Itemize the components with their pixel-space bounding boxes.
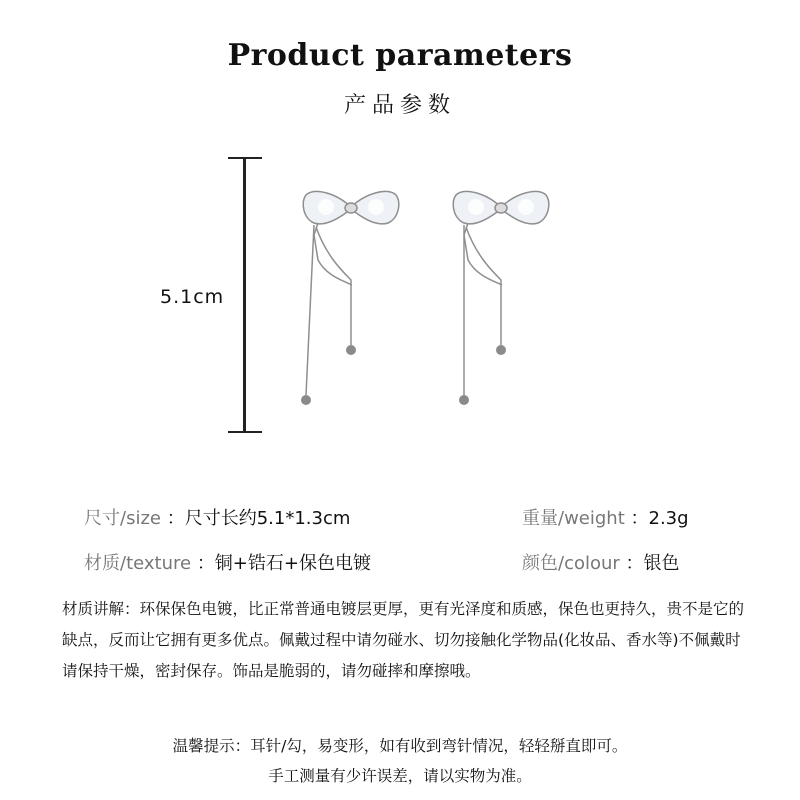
spec-texture — [84, 549, 371, 575]
spec-colour-label: 颜色/colour — [522, 553, 620, 574]
spec-size-value: ：尺寸长约5.1*1.3cm — [166, 508, 351, 529]
ruler-bottom-tick — [228, 431, 262, 433]
spec-colour — [522, 549, 680, 575]
ruler-bar — [243, 157, 246, 433]
measurement-note: 手工测量有少许误差，请以实物为准。 — [268, 767, 532, 785]
spec-weight-label: 重量/weight — [522, 508, 625, 529]
spec-size — [84, 504, 350, 530]
spec-texture-label: 材质/texture — [84, 553, 192, 574]
page-subtitle: 产品参数 — [343, 93, 456, 118]
dimension-label: 5.1cm — [160, 286, 225, 308]
dimension-ruler — [228, 157, 262, 433]
spec-texture-value: ：铜+锆石+保色电镀 — [196, 553, 371, 574]
material-description: 材质讲解：环保保色电镀，比正常普通电镀层更厚，更有光泽度和质感，保色也更持久，贵不是它的缺点，反而让它拥有更多优点。佩戴过程中请勿碰水、切勿接触化学物品(化妆品、香水等)不佩戴时请保持干燥，密封保存。饰品是脆弱的，请勿碰摔和摩擦哦。 — [62, 600, 745, 680]
spec-colour-value: ：银色 — [625, 553, 680, 574]
spec-size-label: 尺寸/size — [84, 508, 161, 529]
bow-earring-left-icon — [296, 185, 406, 415]
spec-weight — [522, 504, 689, 530]
page-title: Product parameters — [227, 38, 573, 73]
bow-earring-right-icon — [446, 185, 556, 415]
spec-weight-value: ：2.3g — [630, 508, 689, 529]
warm-tip: 温馨提示：耳针/勾，易变形，如有收到弯针情况，轻轻掰直即可。 — [172, 737, 628, 755]
